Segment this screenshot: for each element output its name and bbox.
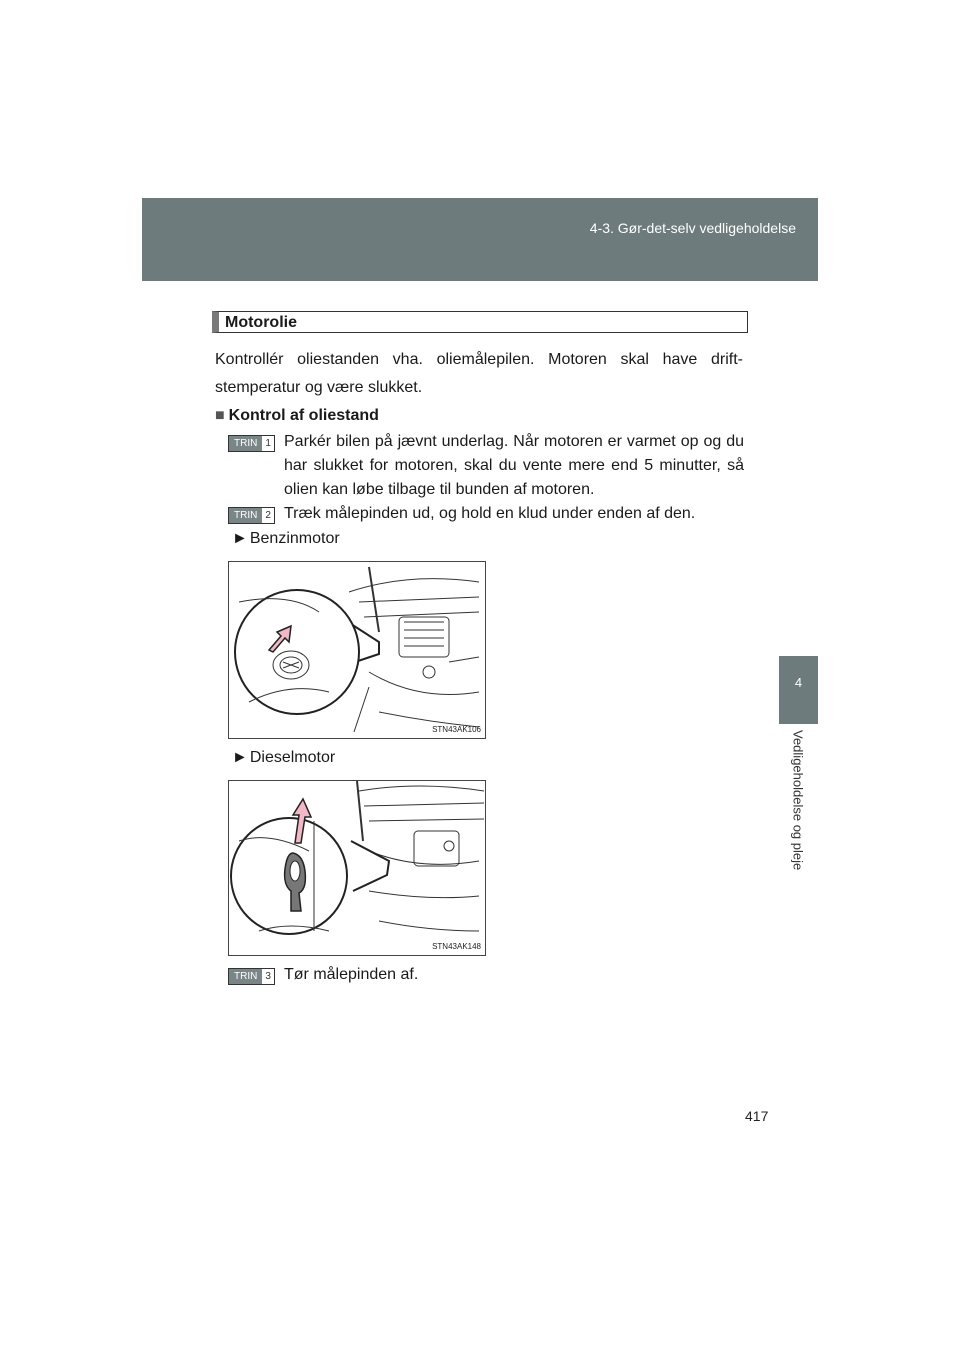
chapter-section-title: 4-3. Gør-det-selv vedligeholdelse bbox=[589, 220, 796, 236]
variant-label: Benzinmotor bbox=[249, 530, 340, 547]
figure-petrol-engine bbox=[228, 561, 486, 739]
step-badge: TRIN 2 bbox=[228, 507, 275, 524]
step-text: Tør målepinden af. bbox=[284, 966, 419, 983]
intro-paragraph: Kontrollér oliestanden vha. oliemålepilen. Motoren skal have drift-stemperatur og være slukket. bbox=[215, 351, 743, 396]
variant-petrol bbox=[232, 527, 340, 551]
step-badge: TRIN 3 bbox=[228, 968, 275, 985]
figure-code: STN43AK106 bbox=[432, 725, 481, 734]
step-text: Træk målepinden ud, og hold en klud under enden af den. bbox=[284, 505, 696, 522]
diesel-engine-illustration bbox=[229, 781, 485, 955]
triangle-bullet-icon: ► bbox=[232, 530, 248, 547]
square-bullet-icon: ■ bbox=[215, 407, 225, 424]
subheading-text: Kontrol af oliestand bbox=[228, 407, 379, 424]
triangle-bullet-icon: ► bbox=[232, 749, 248, 766]
step-badge: TRIN 1 bbox=[228, 435, 275, 452]
subheading bbox=[215, 404, 379, 428]
petrol-engine-illustration bbox=[229, 562, 485, 738]
figure-code: STN43AK148 bbox=[432, 942, 481, 951]
page-number: 417 bbox=[745, 1108, 769, 1124]
chapter-tab-label: Vedligeholdelse og pleje bbox=[790, 730, 806, 871]
section-title: Motorolie bbox=[212, 311, 748, 333]
chapter-tab-number: 4 bbox=[779, 656, 818, 724]
figure-diesel-engine bbox=[228, 780, 486, 956]
step-text: Parkér bilen på jævnt underlag. Når motoren er varmet op og du har slukket for motoren, skal du vente mere end 5 minutter, så olien kan løbe tilbage til bunden af motoren. bbox=[284, 433, 744, 498]
variant-diesel bbox=[232, 746, 335, 770]
step-2 bbox=[228, 502, 744, 526]
chapter-header-bar bbox=[142, 198, 818, 281]
step-3 bbox=[228, 963, 744, 987]
step-1 bbox=[228, 430, 744, 502]
variant-label: Dieselmotor bbox=[249, 749, 336, 766]
